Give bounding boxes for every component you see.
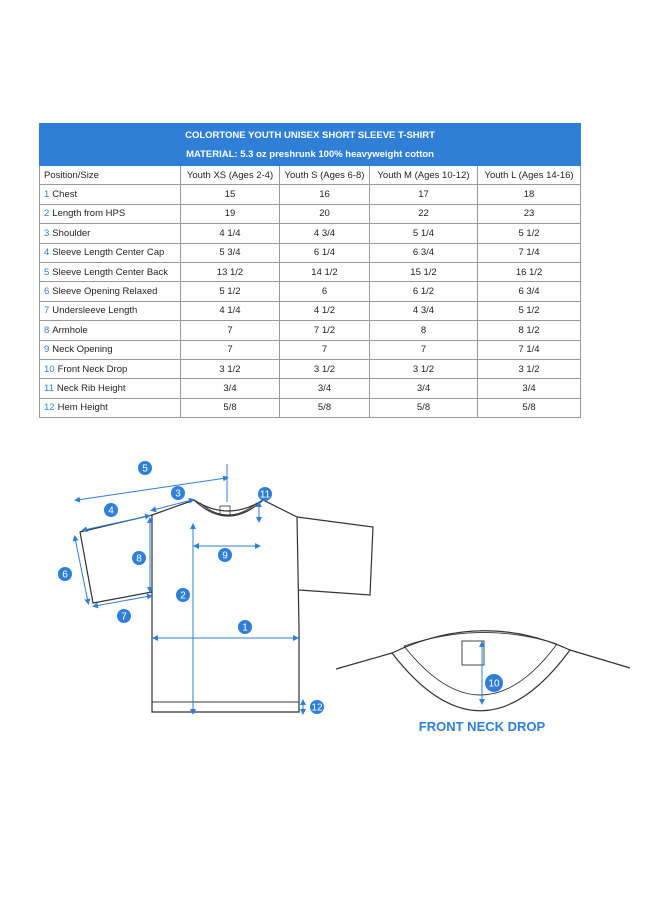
table-title: COLORTONE YOUTH UNISEX SHORT SLEEVE T-SHIRT [185, 129, 435, 141]
table-row [40, 282, 581, 301]
size-value-cell: 5 1/2 [478, 301, 581, 320]
size-value-cell: 3 1/2 [478, 359, 581, 378]
size-value-cell: 6 3/4 [370, 243, 478, 262]
size-value-cell: 4 3/4 [370, 301, 478, 320]
size-value-cell: 7 [181, 321, 280, 340]
row-number: 12 [44, 402, 55, 414]
row-label: Neck Opening [52, 344, 113, 356]
table-row [40, 185, 581, 204]
row-label: Shoulder [52, 227, 91, 239]
size-value-cell: 15 [181, 185, 280, 204]
position-cell [40, 398, 181, 417]
row-label: Length from HPS [52, 208, 126, 220]
tshirt-diagram [0, 440, 660, 750]
size-value-cell: 7 [181, 340, 280, 359]
position-cell [40, 224, 181, 243]
size-value-cell: 4 1/4 [181, 301, 280, 320]
header-cell: Youth L (Ages 14-16) [478, 166, 581, 185]
size-value-cell: 5 1/2 [181, 282, 280, 301]
neck-detail-outline [336, 631, 630, 711]
table-row [40, 340, 581, 359]
size-value-cell: 5/8 [181, 398, 280, 417]
size-value-cell: 8 [370, 321, 478, 340]
size-value-cell: 17 [370, 185, 478, 204]
badge-2 [176, 588, 190, 602]
size-value-cell: 5 1/2 [478, 224, 581, 243]
tshirt-outline [80, 500, 373, 712]
size-value-cell: 23 [478, 204, 581, 223]
row-label: Hem Height [57, 402, 108, 414]
position-cell [40, 340, 181, 359]
row-label: Armhole [52, 324, 88, 336]
badge-3 [171, 486, 185, 500]
size-value-cell: 3/4 [370, 379, 478, 398]
badge-6 [58, 567, 72, 581]
table-row [40, 398, 581, 417]
table-row [40, 379, 581, 398]
size-value-cell: 5/8 [280, 398, 370, 417]
size-value-cell: 6 [280, 282, 370, 301]
size-value-cell: 22 [370, 204, 478, 223]
header-cell: Position/Size [40, 166, 181, 185]
svg-text:9: 9 [222, 550, 228, 562]
header-cell: Youth XS (Ages 2-4) [181, 166, 280, 185]
row-label: Undersleeve Length [52, 305, 138, 317]
size-value-cell: 18 [478, 185, 581, 204]
position-cell [40, 262, 181, 281]
row-label: Sleeve Length Center Cap [52, 247, 165, 259]
badge-1 [238, 620, 252, 634]
size-value-cell: 4 1/4 [181, 224, 280, 243]
size-value-cell: 4 1/2 [280, 301, 370, 320]
size-value-cell: 7 1/4 [478, 340, 581, 359]
size-value-cell: 7 [280, 340, 370, 359]
size-chart-table [39, 123, 581, 418]
row-number: 6 [44, 286, 50, 298]
row-number: 11 [44, 382, 54, 394]
badge-9 [218, 548, 232, 562]
size-value-cell: 13 1/2 [181, 262, 280, 281]
row-label: Neck Rib Height [56, 382, 126, 394]
svg-text:2: 2 [180, 590, 186, 602]
table-row [40, 301, 581, 320]
row-number: 4 [44, 247, 50, 259]
size-value-cell: 15 1/2 [370, 262, 478, 281]
size-value-cell: 3 1/2 [280, 359, 370, 378]
position-cell [40, 185, 181, 204]
table-row [40, 204, 581, 223]
svg-text:1: 1 [242, 622, 248, 634]
svg-text:11: 11 [259, 489, 271, 501]
svg-text:4: 4 [108, 505, 114, 517]
material-line: MATERIAL: 5.3 oz preshrunk 100% heavyweight cotton [186, 148, 434, 160]
size-value-cell: 3/4 [181, 379, 280, 398]
row-number: 9 [44, 344, 50, 356]
row-label: Chest [52, 189, 78, 201]
svg-text:10: 10 [488, 678, 500, 690]
header-cell: Youth M (Ages 10-12) [370, 166, 478, 185]
size-value-cell: 6 3/4 [478, 282, 581, 301]
size-value-cell: 5/8 [370, 398, 478, 417]
svg-text:8: 8 [136, 553, 142, 565]
row-number: 2 [44, 208, 50, 220]
size-value-cell: 7 1/4 [478, 243, 581, 262]
size-value-cell: 6 1/4 [280, 243, 370, 262]
badge-12 [310, 700, 324, 714]
table-row [40, 243, 581, 262]
row-label: Sleeve Opening Relaxed [52, 286, 158, 298]
size-value-cell: 7 [370, 340, 478, 359]
size-value-cell: 4 3/4 [280, 224, 370, 243]
size-value-cell: 3 1/2 [181, 359, 280, 378]
table-row [40, 224, 581, 243]
neck-drop-caption: FRONT NECK DROP [418, 719, 546, 734]
header-row [40, 166, 581, 185]
size-value-cell: 3/4 [478, 379, 581, 398]
size-value-cell: 6 1/2 [370, 282, 478, 301]
row-number: 7 [44, 305, 50, 317]
badge-7 [117, 609, 131, 623]
svg-text:7: 7 [121, 611, 127, 623]
table-banner [40, 124, 581, 166]
position-cell [40, 379, 181, 398]
position-cell [40, 301, 181, 320]
table-body [40, 185, 581, 418]
size-value-cell: 3 1/2 [370, 359, 478, 378]
size-value-cell: 8 1/2 [478, 321, 581, 340]
size-value-cell: 16 [280, 185, 370, 204]
svg-text:12: 12 [311, 702, 323, 714]
row-number: 10 [44, 363, 55, 375]
size-value-cell: 19 [181, 204, 280, 223]
row-number: 8 [44, 324, 50, 336]
badge-5 [138, 461, 152, 475]
row-number: 1 [44, 189, 50, 201]
size-value-cell: 5 3/4 [181, 243, 280, 262]
row-number: 5 [44, 266, 50, 278]
svg-text:5: 5 [142, 463, 148, 475]
position-cell [40, 204, 181, 223]
table-row [40, 262, 581, 281]
size-value-cell: 7 1/2 [280, 321, 370, 340]
row-number: 3 [44, 227, 50, 239]
size-value-cell: 16 1/2 [478, 262, 581, 281]
size-value-cell: 5/8 [478, 398, 581, 417]
position-cell [40, 321, 181, 340]
header-cell: Youth S (Ages 6-8) [280, 166, 370, 185]
badge-4 [104, 503, 118, 517]
position-cell [40, 282, 181, 301]
table-row [40, 321, 581, 340]
position-cell [40, 359, 181, 378]
badge-10 [485, 674, 503, 692]
size-value-cell: 5 1/4 [370, 224, 478, 243]
row-label: Front Neck Drop [57, 363, 128, 375]
position-cell [40, 243, 181, 262]
svg-text:6: 6 [62, 569, 68, 581]
badge-8 [132, 551, 146, 565]
table-row [40, 359, 581, 378]
svg-text:3: 3 [175, 488, 181, 500]
size-value-cell: 20 [280, 204, 370, 223]
badge-11 [258, 487, 272, 501]
row-label: Sleeve Length Center Back [52, 266, 168, 278]
size-value-cell: 3/4 [280, 379, 370, 398]
size-value-cell: 14 1/2 [280, 262, 370, 281]
